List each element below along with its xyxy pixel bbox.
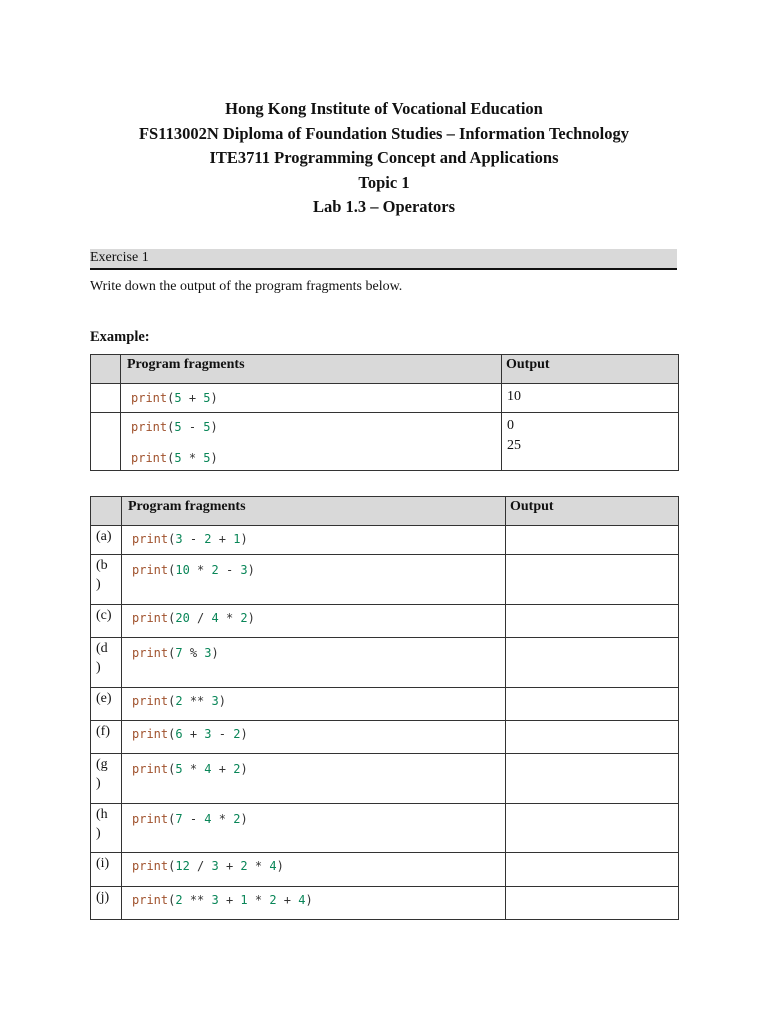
example-output-cell [502, 384, 679, 413]
exercise-code-cell [122, 721, 506, 754]
exercise-row [91, 605, 679, 638]
header-lab-title: Lab 1.3 – Operators [312, 197, 456, 217]
exercise-header-blank [91, 497, 122, 526]
exercise-code-cell [122, 688, 506, 721]
exercise-row [91, 638, 679, 688]
exercise-output-cell[interactable] [506, 804, 679, 853]
code-fragment: print(12 / 3 + 2 * 4) [132, 859, 284, 873]
exercise-row [91, 526, 679, 555]
exercise-row [91, 887, 679, 920]
code-fragment: print(5 * 4 + 2) [132, 762, 248, 776]
code-fragment: print(7 - 4 * 2) [132, 812, 248, 826]
header-module: ITE3711 Programming Concept and Applications [209, 148, 559, 168]
exercise-row-label: (c) [91, 605, 122, 638]
exercise-row [91, 804, 679, 853]
example-code-cell [121, 384, 502, 413]
exercise-code-cell [122, 526, 506, 555]
example-header-output: Output [502, 355, 679, 384]
exercise-output-cell[interactable] [506, 555, 679, 605]
example-output-value: 25 [507, 438, 521, 453]
exercise-row-label: (i) [91, 853, 122, 887]
header-programme: FS113002N Diploma of Foundation Studies – Information Technology [138, 123, 630, 143]
code-fragment: print(3 - 2 + 1) [132, 532, 248, 546]
code-fragment: print(5 + 5) [131, 391, 218, 405]
exercise-output-cell[interactable] [506, 721, 679, 754]
exercise-code-cell [122, 555, 506, 605]
example-row-blank [91, 384, 121, 413]
exercise-table [90, 496, 679, 920]
code-fragment: print(7 % 3) [132, 646, 219, 660]
exercise-header-row [91, 497, 679, 526]
exercise-row [91, 721, 679, 754]
header-topic: Topic 1 [358, 172, 410, 192]
example-header-fragments: Program fragments [121, 355, 502, 384]
example-output-cell [502, 413, 679, 471]
instruction-text: Write down the output of the program fragments below. [90, 279, 403, 294]
exercise-code-cell [122, 754, 506, 804]
code-fragment: print(6 + 3 - 2) [132, 727, 248, 741]
exercise-row-label: (j) [91, 887, 122, 920]
exercise-code-cell [122, 887, 506, 920]
code-fragment: print(5 * 5) [131, 451, 218, 465]
document-header [0, 97, 768, 220]
code-fragment: print(20 / 4 * 2) [132, 611, 255, 625]
header-institute: Hong Kong Institute of Vocational Education [225, 99, 543, 118]
exercise-row-label: (d ) [91, 638, 122, 688]
example-header-blank [91, 355, 121, 384]
exercise-output-cell[interactable] [506, 605, 679, 638]
exercise-code-cell [122, 638, 506, 688]
exercise-header-output: Output [506, 497, 679, 526]
example-row [91, 413, 679, 471]
exercise-code-cell [122, 853, 506, 887]
exercise-output-cell[interactable] [506, 887, 679, 920]
code-fragment: print(2 ** 3) [132, 694, 226, 708]
exercise-output-cell[interactable] [506, 526, 679, 555]
example-row [91, 384, 679, 413]
exercise-row [91, 853, 679, 887]
exercise-output-cell[interactable] [506, 754, 679, 804]
exercise-code-cell [122, 804, 506, 853]
code-fragment: print(5 - 5) [131, 420, 218, 434]
exercise-row [91, 688, 679, 721]
example-row-blank [91, 413, 121, 471]
example-output-value: 10 [507, 389, 521, 404]
exercise-output-cell[interactable] [506, 853, 679, 887]
exercise-code-cell [122, 605, 506, 638]
example-code-cell [121, 413, 502, 471]
exercise-header-fragments: Program fragments [122, 497, 506, 526]
section-title: Exercise 1 [90, 250, 149, 265]
example-label: Example: [90, 329, 150, 345]
exercise-row-label: (e) [91, 688, 122, 721]
code-fragment: print(10 * 2 - 3) [132, 563, 255, 577]
example-header-row [91, 355, 679, 384]
exercise-output-cell[interactable] [506, 638, 679, 688]
code-fragment: print(2 ** 3 + 1 * 2 + 4) [132, 893, 313, 907]
exercise-row-label: (b ) [91, 555, 122, 605]
exercise-row-label: (g ) [91, 754, 122, 804]
exercise-row-label: (f) [91, 721, 122, 754]
example-table [90, 354, 679, 471]
exercise-row-label: (h ) [91, 804, 122, 853]
section-heading-bar [90, 249, 677, 270]
example-output-value: 0 [507, 418, 514, 433]
exercise-output-cell[interactable] [506, 688, 679, 721]
exercise-row [91, 754, 679, 804]
exercise-row [91, 555, 679, 605]
exercise-row-label: (a) [91, 526, 122, 555]
